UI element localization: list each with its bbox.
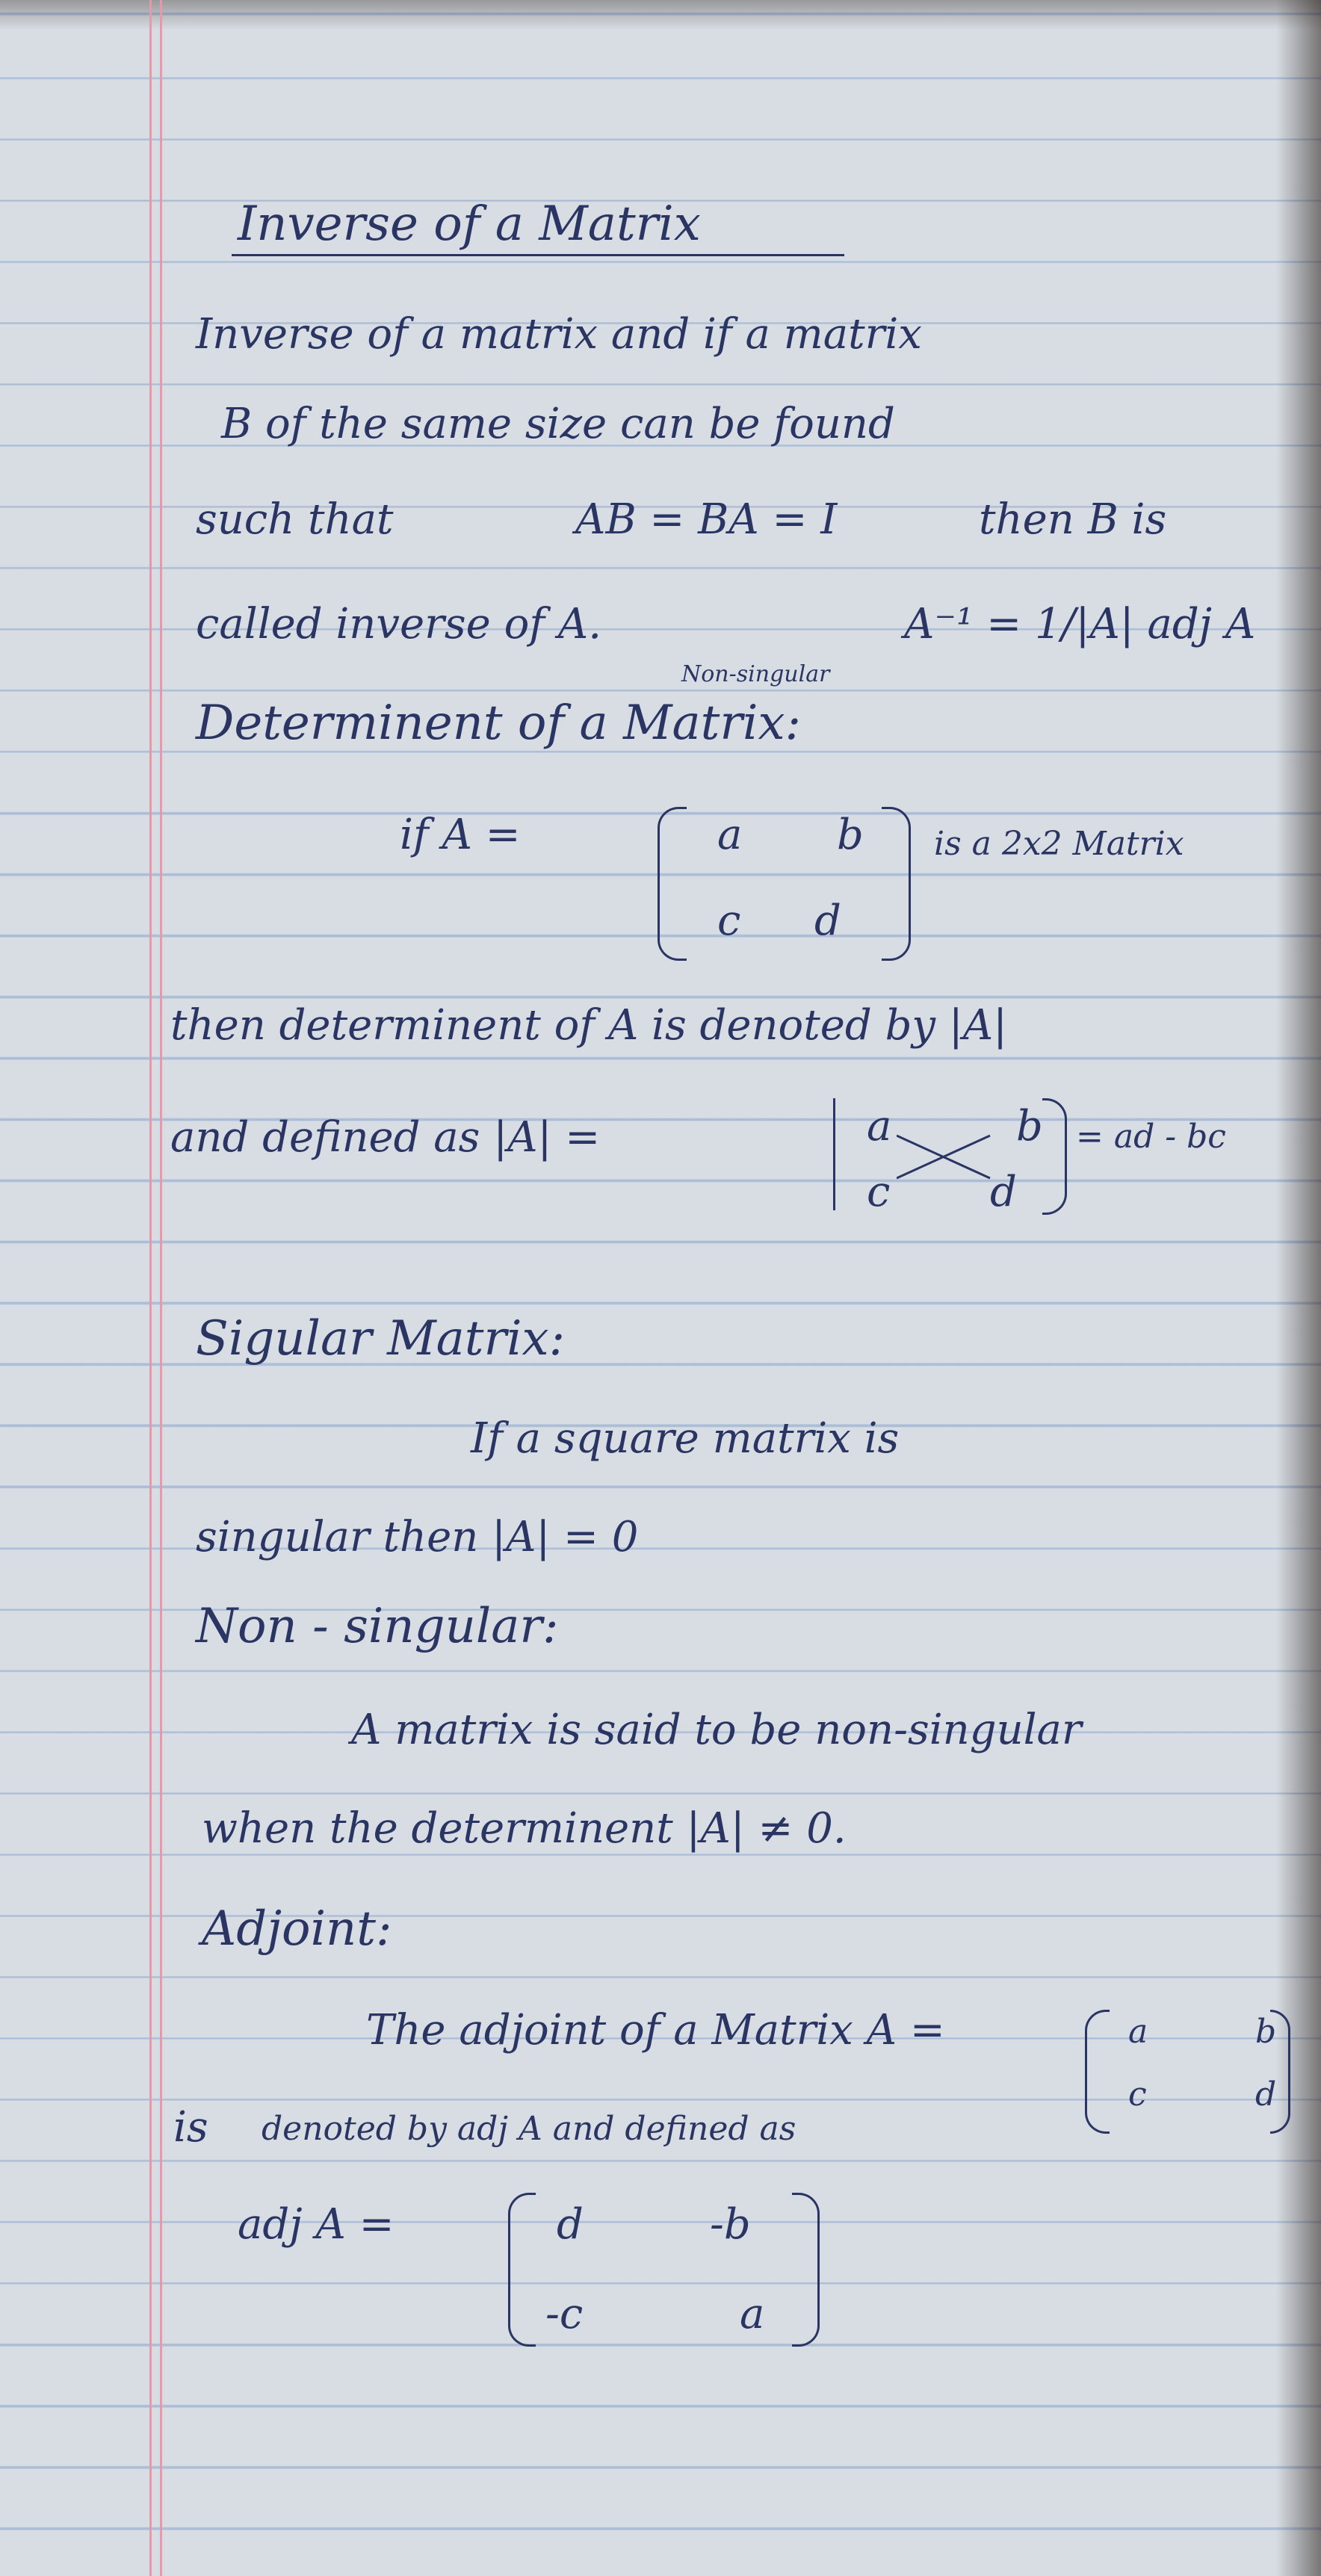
determinant-bar-right bbox=[1042, 1098, 1067, 1215]
matrix-bracket-left bbox=[658, 807, 687, 961]
determinant-heading: Determinent of a Matrix: bbox=[196, 696, 802, 751]
adjoint-b: b bbox=[1255, 2013, 1277, 2051]
determinant-bar-left bbox=[833, 1098, 835, 1210]
adjoint-c: c bbox=[1128, 2075, 1147, 2114]
inverse-line-1: Inverse of a matrix and if a matrix bbox=[196, 310, 922, 359]
adjoint-a: a bbox=[1128, 2013, 1148, 2051]
determinant-line-1: then determinent of A is denoted by |A| bbox=[170, 1001, 1008, 1050]
matrix-a: a bbox=[717, 811, 743, 859]
matrix-b: b bbox=[837, 811, 864, 859]
non-singular-heading: Non - singular: bbox=[196, 1599, 559, 1654]
adjoint-matrix-bracket-right bbox=[1270, 2010, 1290, 2134]
non-singular-line-2: when the determinent |A| ≠ 0. bbox=[202, 1804, 847, 1853]
if-a-equals: if A = bbox=[400, 811, 521, 859]
inverse-equation: AB = BA = I bbox=[575, 495, 838, 544]
det-d: d bbox=[990, 1168, 1017, 1216]
inverse-line-4a: called inverse of A. bbox=[196, 600, 602, 648]
adj-result-bracket-left bbox=[508, 2193, 536, 2347]
margin-line bbox=[149, 0, 152, 2576]
title-underline bbox=[232, 254, 844, 256]
adjoint-heading: Adjoint: bbox=[202, 1901, 392, 1957]
det-a: a bbox=[867, 1102, 892, 1151]
page-edge-shadow bbox=[1276, 0, 1321, 2576]
determinant-line-2: and defined as |A| = bbox=[170, 1113, 601, 1162]
adj-result-a: a bbox=[740, 2290, 765, 2338]
page-title: Inverse of a Matrix bbox=[238, 196, 701, 252]
singular-line-1: If a square matrix is bbox=[471, 1414, 900, 1463]
singular-line-2: singular then |A| = 0 bbox=[196, 1513, 639, 1561]
determinant-result: = ad - bc bbox=[1076, 1118, 1226, 1156]
inverse-line-2: B of the same size can be found bbox=[221, 400, 895, 448]
non-singular-note: Non-singular bbox=[681, 661, 830, 687]
cross-multiply-icon bbox=[897, 1132, 994, 1184]
adj-a-equals: adj A = bbox=[238, 2200, 395, 2249]
adj-result-minus-b: -b bbox=[710, 2200, 751, 2249]
det-b: b bbox=[1016, 1102, 1043, 1151]
matrix-c: c bbox=[717, 897, 741, 945]
adjoint-d: d bbox=[1255, 2075, 1277, 2114]
adj-result-minus-c: -c bbox=[545, 2290, 584, 2338]
margin-line bbox=[160, 0, 162, 2576]
adjoint-line-2: denoted by adj A and defined as bbox=[262, 2110, 796, 2148]
det-c: c bbox=[867, 1168, 891, 1216]
adj-result-d: d bbox=[557, 2200, 584, 2249]
matrix-d: d bbox=[814, 897, 841, 945]
adjoint-is: is bbox=[173, 2103, 208, 2152]
adjoint-matrix-bracket-left bbox=[1085, 2010, 1110, 2134]
inverse-line-3c: then B is bbox=[979, 495, 1167, 544]
inverse-formula: A⁻¹ = 1/|A| adj A bbox=[904, 600, 1256, 648]
singular-heading: Sigular Matrix: bbox=[196, 1311, 566, 1366]
is-2x2-matrix: is a 2x2 Matrix bbox=[934, 825, 1184, 863]
inverse-line-3a: such that bbox=[196, 495, 394, 544]
adjoint-line-1: The adjoint of a Matrix A = bbox=[366, 2006, 945, 2055]
non-singular-line-1: A matrix is said to be non-singular bbox=[351, 1706, 1082, 1754]
page-top-shadow bbox=[0, 0, 1321, 30]
matrix-bracket-right bbox=[882, 807, 911, 961]
adj-result-bracket-right bbox=[792, 2193, 820, 2347]
